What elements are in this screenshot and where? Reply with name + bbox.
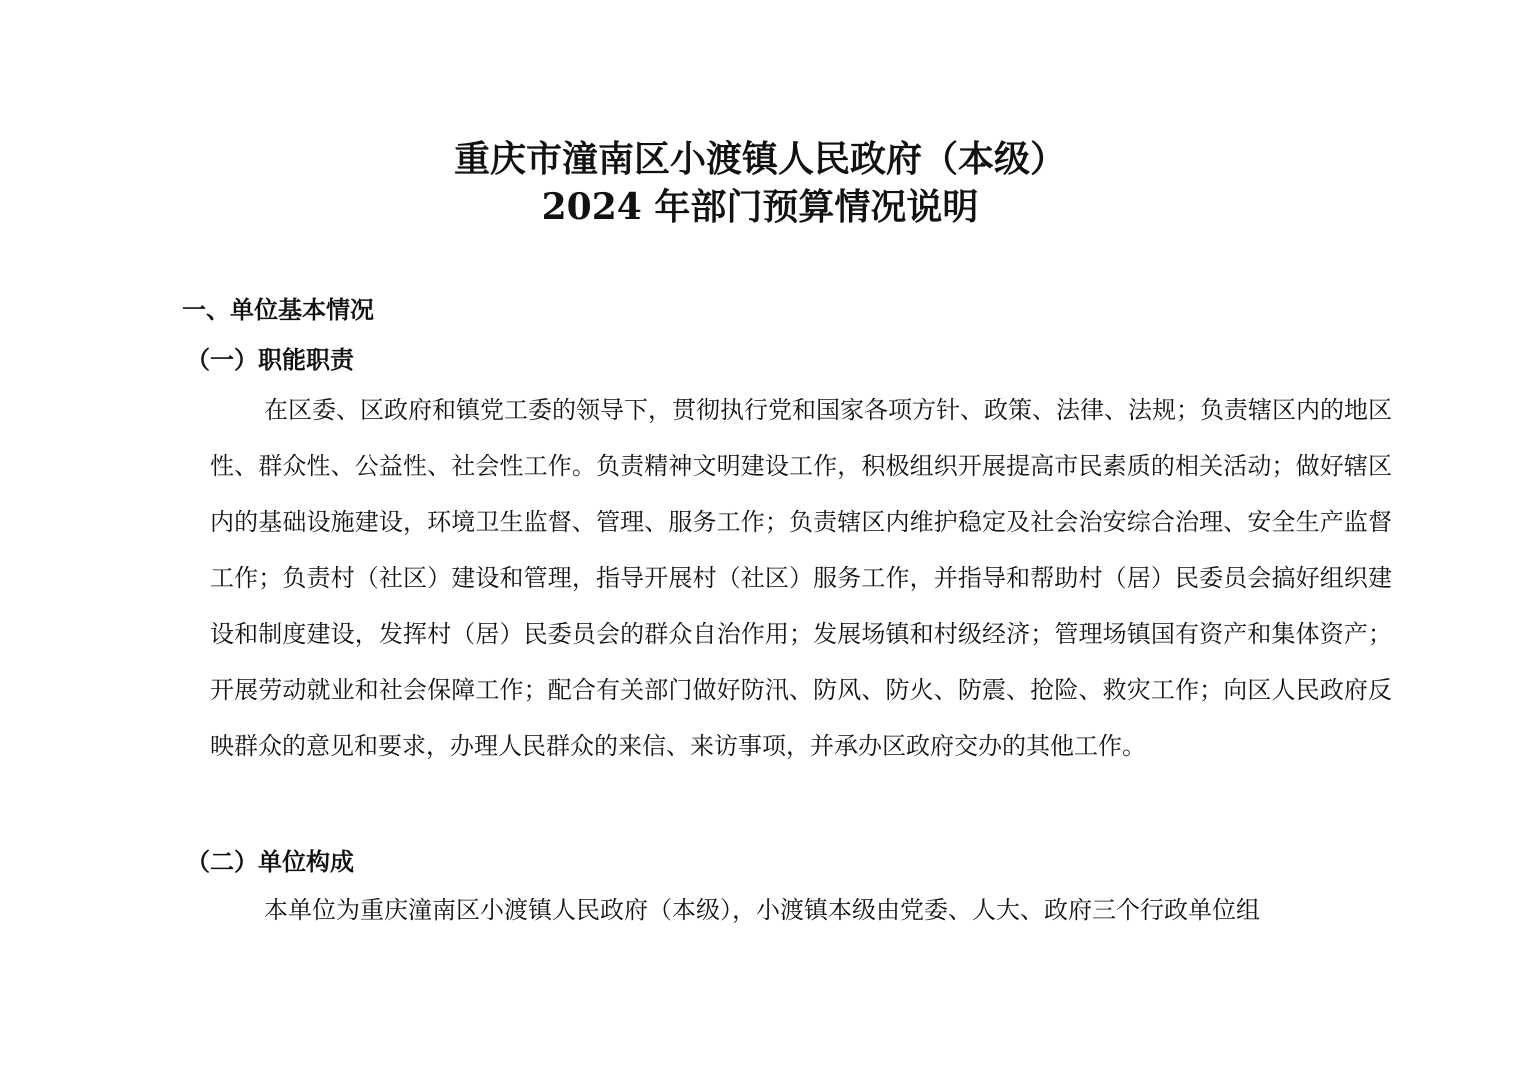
document-title-line1: 重庆市潼南区小渡镇人民政府（本级） — [453, 138, 1066, 180]
section-heading-basic-info: 一、单位基本情况 — [182, 295, 374, 324]
document-title-line2: 2024 年部门预算情况说明 — [541, 186, 979, 228]
composition-paragraph: 本单位为重庆潼南区小渡镇人民政府（本级），小渡镇本级由党委、人大、政府三个行政单位组 — [264, 896, 1260, 924]
subsection-heading-duties: （一）职能职责 — [186, 345, 354, 374]
duties-paragraph: 在区委、区政府和镇党工委的领导下，贯彻执行党和国家各项方针、政策、法律、法规；负责辖区内的地区性、群众性、公益性、社会性工作。负责精神文明建设工作，积极组织开展提高市民素质的相关活动；做好辖区内的基础设施建设，环境卫生监督、管理、服务工作；负责辖区内维护稳定及社会治安综合治理、安全生产监督工作；负责村（社区）建设和管理，指导开展村（社区）服务工作，并指导和帮助村（居）民委员会搞好组织建设和制度建设，发挥村（居）民委员会的群众自治作用；发展场镇和村级经济；管理场镇国有资产和集体资产；开展劳动就业和社会保障工作；配合有关部门做好防汛、防风、防火、防震、抢险、救灾工作；向区人民政府反映群众的意见和要求，办理人民群众的来信、来访事项，并承办区政府交办的其他工作。 — [210, 396, 1392, 760]
subsection-heading-composition: （二）单位构成 — [186, 847, 354, 876]
